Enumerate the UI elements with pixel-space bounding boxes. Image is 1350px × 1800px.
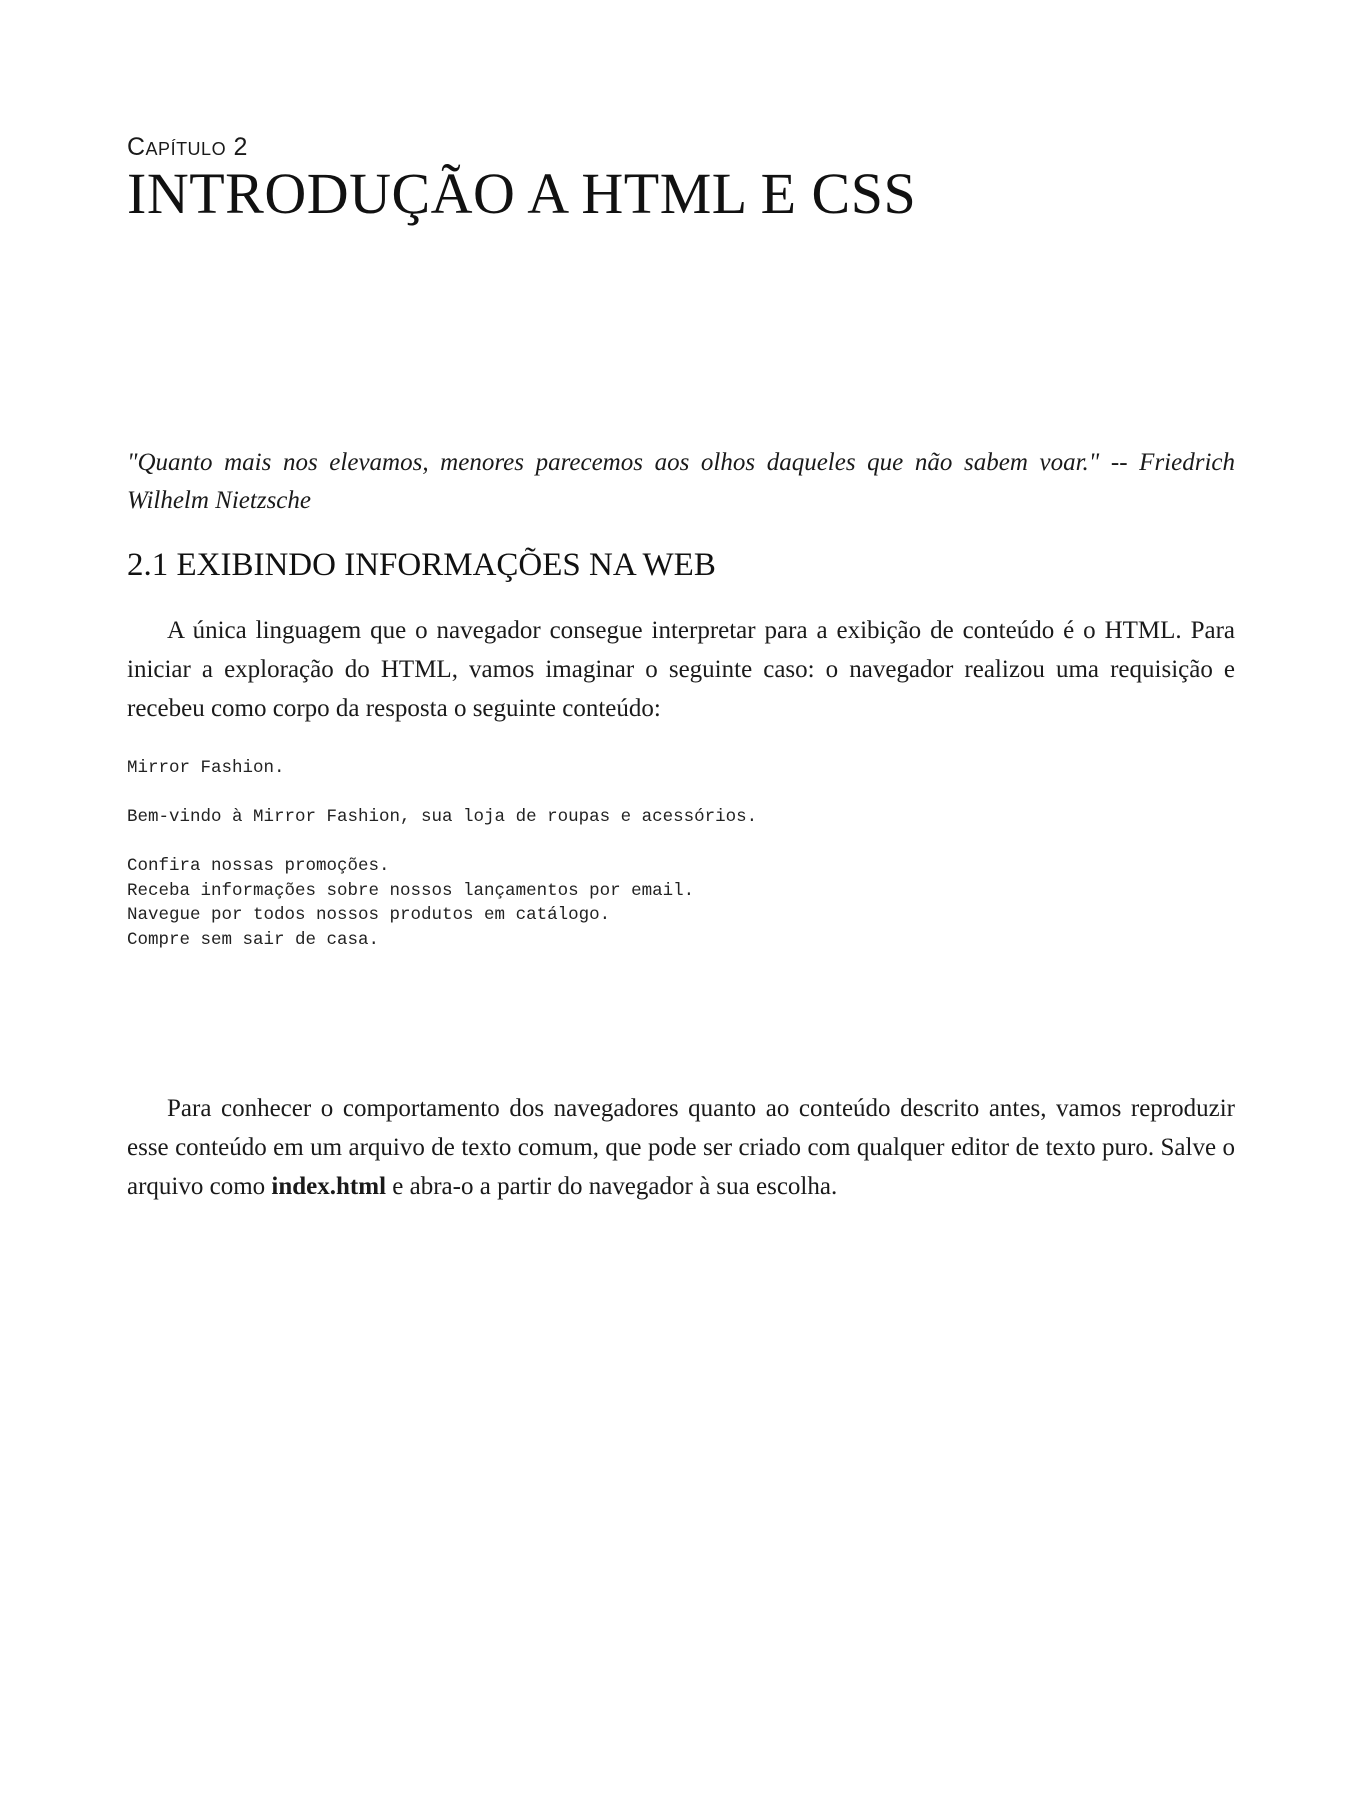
code-line: Confira nossas promoções. [127,856,390,876]
chapter-title: INTRODUÇÃO A HTML E CSS [127,161,917,226]
code-line: Bem-vindo à Mirror Fashion, sua loja de roupas e acessórios. [127,807,758,827]
code-line: Receba informações sobre nossos lançamentos por email. [127,880,695,901]
filename-text: index.html [271,1173,387,1200]
code-line: Navegue por todos nossos produtos em catálogo. [127,905,611,925]
code-line: Mirror Fashion. [127,758,285,778]
document-page [127,120,1235,1200]
code-block [127,756,1235,952]
paragraph-instructions [127,1089,1235,1206]
epigraph-quote: "Quanto mais nos elevamos, menores parecemos aos olhos daqueles que não sabem voar." -- Friedrich Wilhelm Nietzsche [127,449,1235,514]
paragraph-text: Para conhecer o comportamento dos navegadores quanto ao conteúdo descrito antes, vamos reproduzir esse conteúdo em um arquivo de texto comum, que pode ser criado com qualquer editor de texto puro. Salve o arquivo como [127,1095,1235,1200]
code-line [127,781,1235,806]
paragraph-intro: A única linguagem que o navegador consegue interpretar para a exibição de conteúdo é o HTML. Para iniciar a exploração do HTML, vamos imaginar o seguinte caso: o navegador realizou uma requisição e recebeu como corpo da resposta o seguinte conteúdo: [127,617,1235,722]
code-line: Compre sem sair de casa. [127,929,380,950]
section-title: 2.1 EXIBINDO INFORMAÇÕES NA WEB [127,547,716,583]
chapter-label: Capítulo 2 [127,133,248,161]
paragraph-text: e abra-o a partir do navegador à sua escolha. [386,1173,838,1200]
code-line [127,830,1235,855]
